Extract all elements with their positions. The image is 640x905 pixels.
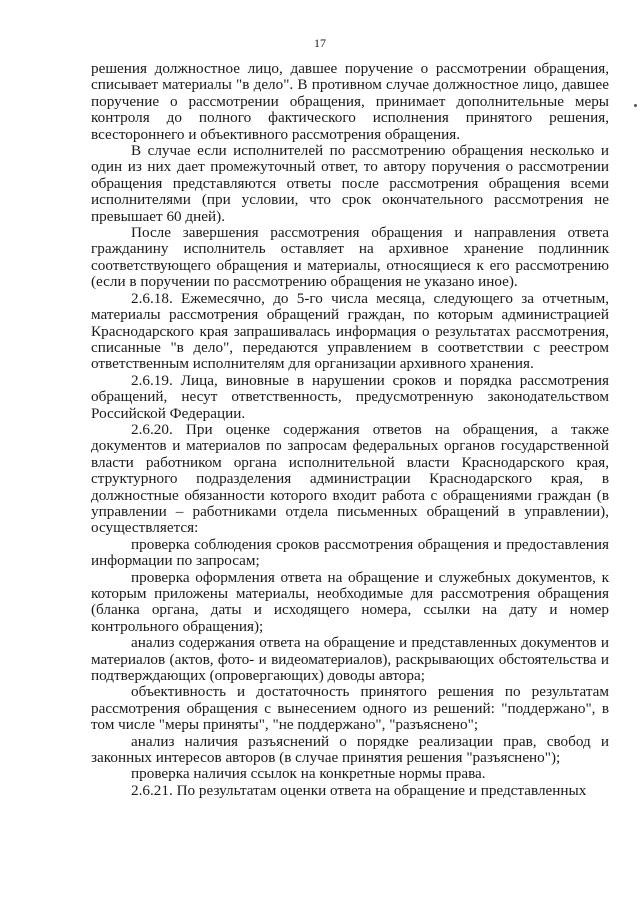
paragraph-1: решения должностное лицо, давшее поручение о рассмотрении обращения, списывает материалы "в дело". В противном случае должностное лицо, давшее поручение о рассмотрении обращения, принимает дополнительные меры контроля до полного фактического исполнения принятого решения, всестороннего и объективного рассмотрения обращения.	[91, 60, 609, 143]
paragraph-2-6-18: 2.6.18. Ежемесячно, до 5-го числа месяца, следующего за отчетным, материалы рассмотрения обращений граждан, по которым администрацией Краснодарского края запрашивалась информация о результатах рассмотрения, списанные "в дело", передаются управлением в соответствии с реестром ответственным исполнителям для организации архивного хранения.	[91, 289, 609, 373]
paragraph-2-6-20: 2.6.20. При оценке содержания ответов на обращения, а также документов и материалов по запросам федеральных органов государственной власти работником органа исполнительной власти Краснодарского края, структурного подразделения администрации Краснодарского края, в должностные обязанности которого входит работа с обращениями граждан (в управлении – работниками отдела письменных обращений в управлении), осуществляется:	[91, 420, 609, 537]
page-number: 17	[314, 36, 326, 50]
list-item-legal-references-check: проверка наличия ссылок на конкретные нормы права.	[131, 765, 486, 783]
list-item-deadlines-check: проверка соблюдения сроков рассмотрения обращения и предоставления информации по запросам;	[91, 535, 609, 570]
list-item-clarifications-analysis: анализ наличия разъяснений о порядке реализации прав, свобод и законных интересов авторов (в случае принятия решения "разъяснено");	[91, 732, 609, 767]
paragraph-2-6-21: 2.6.21. По результатам оценки ответа на обращение и представленных	[131, 781, 587, 799]
margin-mark	[634, 104, 637, 107]
paragraph-2: В случае если исполнителей по рассмотрению обращения несколько и один из них дает промежуточный ответ, то автору поручения о рассмотрении обращения представляются ответы после рассмотрения обращения всеми исполнителями (при условии, что срок окончательного рассмотрения не превышает 60 дней).	[91, 142, 609, 225]
paragraph-2-6-19: 2.6.19. Лица, виновные в нарушении сроков и порядка рассмотрения обращений, несут ответственность, предусмотренную законодательством Российской Федерации.	[91, 371, 609, 422]
list-item-content-analysis: анализ содержания ответа на обращение и представленных документов и материалов (актов, фото- и видеоматериалов), раскрывающих обстоятельства и подтверждающих (опровергающих) доводы автора;	[91, 634, 609, 685]
list-item-decision-objectivity: объективность и достаточность принятого решения по результатам рассмотрения обращения с вынесением одного из решений: "поддержано", в том числе "меры приняты", "не поддержано", "разъяснено";	[91, 683, 609, 734]
document-body	[91, 61, 609, 799]
list-item-format-check: проверка оформления ответа на обращение и служебных документов, к которым приложены материалы, необходимые для рассмотрения обращения (бланка органа, даты и исходящего номера, ссылки на дату и номер контрольного обращения);	[91, 568, 609, 635]
paragraph-3: После завершения рассмотрения обращения и направления ответа гражданину исполнитель оставляет на архивное хранение подлинник соответствующего обращения и материалы, относящиеся к его рассмотрению (если в поручении по рассмотрению обращения не указано иное).	[91, 224, 609, 291]
